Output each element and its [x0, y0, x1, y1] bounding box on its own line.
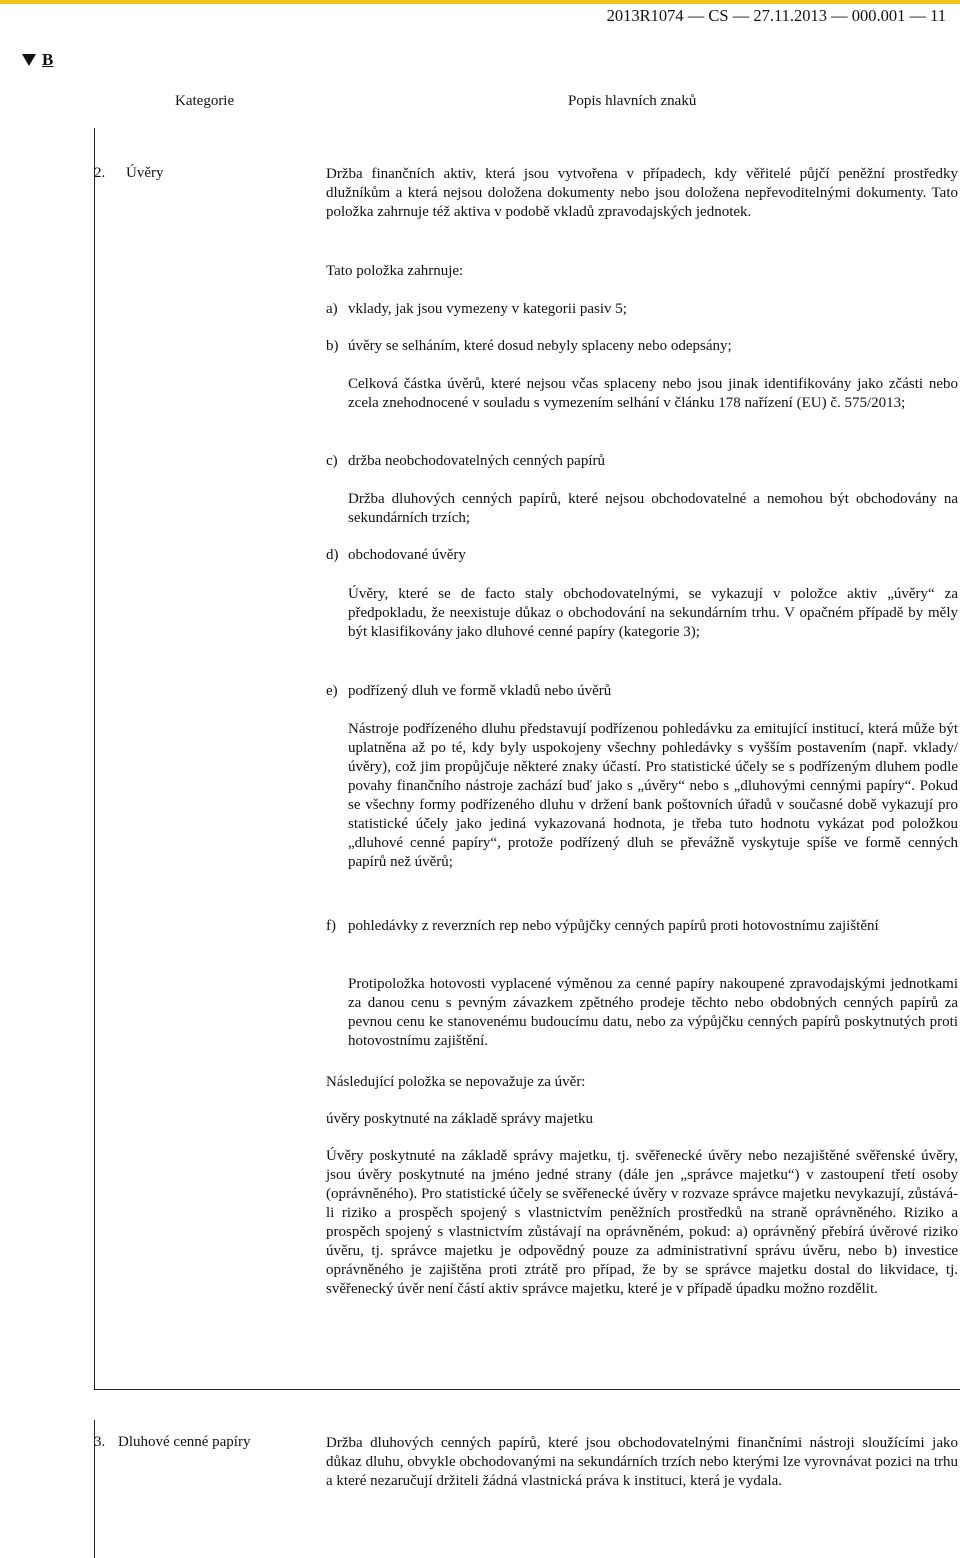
list-item-c	[326, 452, 958, 471]
list-item-a	[326, 300, 958, 319]
item-f-detail: Protipoložka hotovosti vyplacené výměnou za cenné papíry nakoupené zpravodajskými jednotkami za danou cenu s pevným závazkem zpětného prodeje těchto nebo obdobných cenných papírů za pevnou cenu ke stanovenému budoucímu datu, nebo za výpůjčku cenných papírů poskytnutých proti hotovostnímu zajištění.	[348, 976, 958, 1049]
row-category: Úvěry	[126, 165, 164, 181]
item-e-detail: Nástroje podřízeného dluhu představují podřízenou pohledávku za emitující institucí, která může být uplatněna až po té, kdy byly uspokojeny všechny pohledávky s vyšším postavením (např. vklady/úvěry), což jim propůjčuje některé znaky účastí. Pro statistické účely se s podřízeným dluhem podle povahy finančního nástroje zachází buď jako s „úvěry“ nebo s „dluhovými cennými papíry“. Pokud se všechny formy podřízeného dluhu v držení bank poštovních úřadů v současné době vykazují pro statistické účely jako jediná vykazovaná hodnota, je třeba tuto hodnotu vykázat pod položkou „dluhové cenné papíry“, protože podřízený dluh se převážně vyskytuje spíše ve formě cenných papírů než úvěrů;	[348, 721, 958, 870]
list-label: c)	[326, 453, 338, 469]
includes-lead: Tato položka zahrnuje:	[326, 263, 464, 279]
list-text: pohledávky z reverzních rep nebo výpůjčky cenných papírů proti hotovostnímu zajištění	[348, 918, 879, 934]
list-text: podřízený dluh ve formě vkladů nebo úvěrů	[348, 683, 612, 699]
list-label: a)	[326, 301, 338, 317]
list-item-e	[326, 682, 958, 701]
item-b-detail: Celková částka úvěrů, které nejsou včas splaceny nebo jsou jinak identifikovány jako zčásti nebo zcela znehodnocené v souladu s vymezením selhání v článku 178 nařízení (EU) č. 575/2013;	[348, 376, 958, 411]
triangle-down-icon	[22, 54, 36, 66]
top-color-rule	[0, 0, 960, 4]
list-item-f	[326, 917, 958, 936]
list-label: e)	[326, 683, 338, 699]
marker-label: B	[42, 50, 54, 69]
row-number: 3.	[94, 1434, 106, 1450]
column-header-category: Kategorie	[175, 93, 235, 109]
list-text: vklady, jak jsou vymezeny v kategorii pasiv 5;	[348, 301, 627, 317]
amendment-marker	[22, 50, 53, 70]
excluded-text: Úvěry poskytnuté na základě správy majetku, tj. svěřenecké úvěry nebo nezajištěné svěřenské úvěry, jsou úvěry poskytnuté na jméno jedné strany (dále jen „správce majetku“) v zastoupení třetí osoby (oprávněného). Pro statistické účely se svěřenecké úvěry v rozvaze správce majetku nevykazují, zůstává-li riziko a prospěch spojený s vlastnictvím peněžních prostředků na straně oprávněného. Riziko a prospěch spojený s vlastnictvím zůstávají na oprávněném, pokud: a) oprávněný přebírá úvěrové riziko úvěru, tj. správce majetku je odpovědný pouze za administrativní správu úvěru, nebo b) investice oprávněného je zajištěna proti ztrátě pro případ, že by se správce majetku dostal do likvidace, tj. svěřenecký úvěr není částí aktiv správce majetku, které je v případě úpadku možno rozdělit.	[326, 1148, 958, 1297]
list-item-d	[326, 546, 958, 565]
row-description: Držba dluhových cenných papírů, které jsou obchodovatelnými finančními nástroji sloužícími jako důkaz dluhu, obvykle obchodovanými na sekundárních trzích nebo kterými lze vyrovnávat pozici na trhu a které nezaručují držiteli žádná vlastnická práva k instituci, která je vydala.	[326, 1435, 958, 1489]
item-d-detail: Úvěry, které se de facto staly obchodovatelnými, se vykazují v položce aktiv „úvěry“ za předpokladu, že neexistuje důkaz o obchodování na sekundárním trhu. V opačném případě by měly být klasifikovány jako dluhové cenné papíry (kategorie 3);	[348, 586, 958, 640]
table-left-border	[94, 128, 95, 1390]
item-c-detail: Držba dluhových cenných papírů, které nejsou obchodovatelné a nemohou být obchodovány na sekundárních trzích;	[348, 491, 958, 526]
excluded-lead: Následující položka se nepovažuje za úvěr:	[326, 1074, 586, 1090]
excluded-title: úvěry poskytnuté na základě správy majetku	[326, 1111, 593, 1127]
row-description-intro: Držba finančních aktiv, která jsou vytvořena v případech, kdy věřitelé půjčí peněžní prostředky dlužníkům a která nejsou doložena dokumenty nebo jsou doložena nepřevoditelnými dokumenty. Tato položka zahrnuje též aktiva v podobě vkladů zpravodajských jednotek.	[326, 166, 958, 220]
list-item-b	[326, 337, 958, 356]
list-text: držba neobchodovatelných cenných papírů	[348, 453, 605, 469]
column-header-description: Popis hlavních znaků	[568, 93, 697, 109]
row-divider	[94, 1389, 960, 1390]
list-label: d)	[326, 547, 339, 563]
row-number: 2.	[94, 165, 106, 181]
row-category: Dluhové cenné papíry	[118, 1434, 251, 1450]
list-label: f)	[326, 918, 336, 934]
running-header: 2013R1074 — CS — 27.11.2013 — 000.001 — 11	[606, 6, 946, 25]
list-text: obchodované úvěry	[348, 547, 466, 563]
list-label: b)	[326, 338, 339, 354]
list-text: úvěry se selháním, které dosud nebyly splaceny nebo odepsány;	[348, 338, 732, 354]
